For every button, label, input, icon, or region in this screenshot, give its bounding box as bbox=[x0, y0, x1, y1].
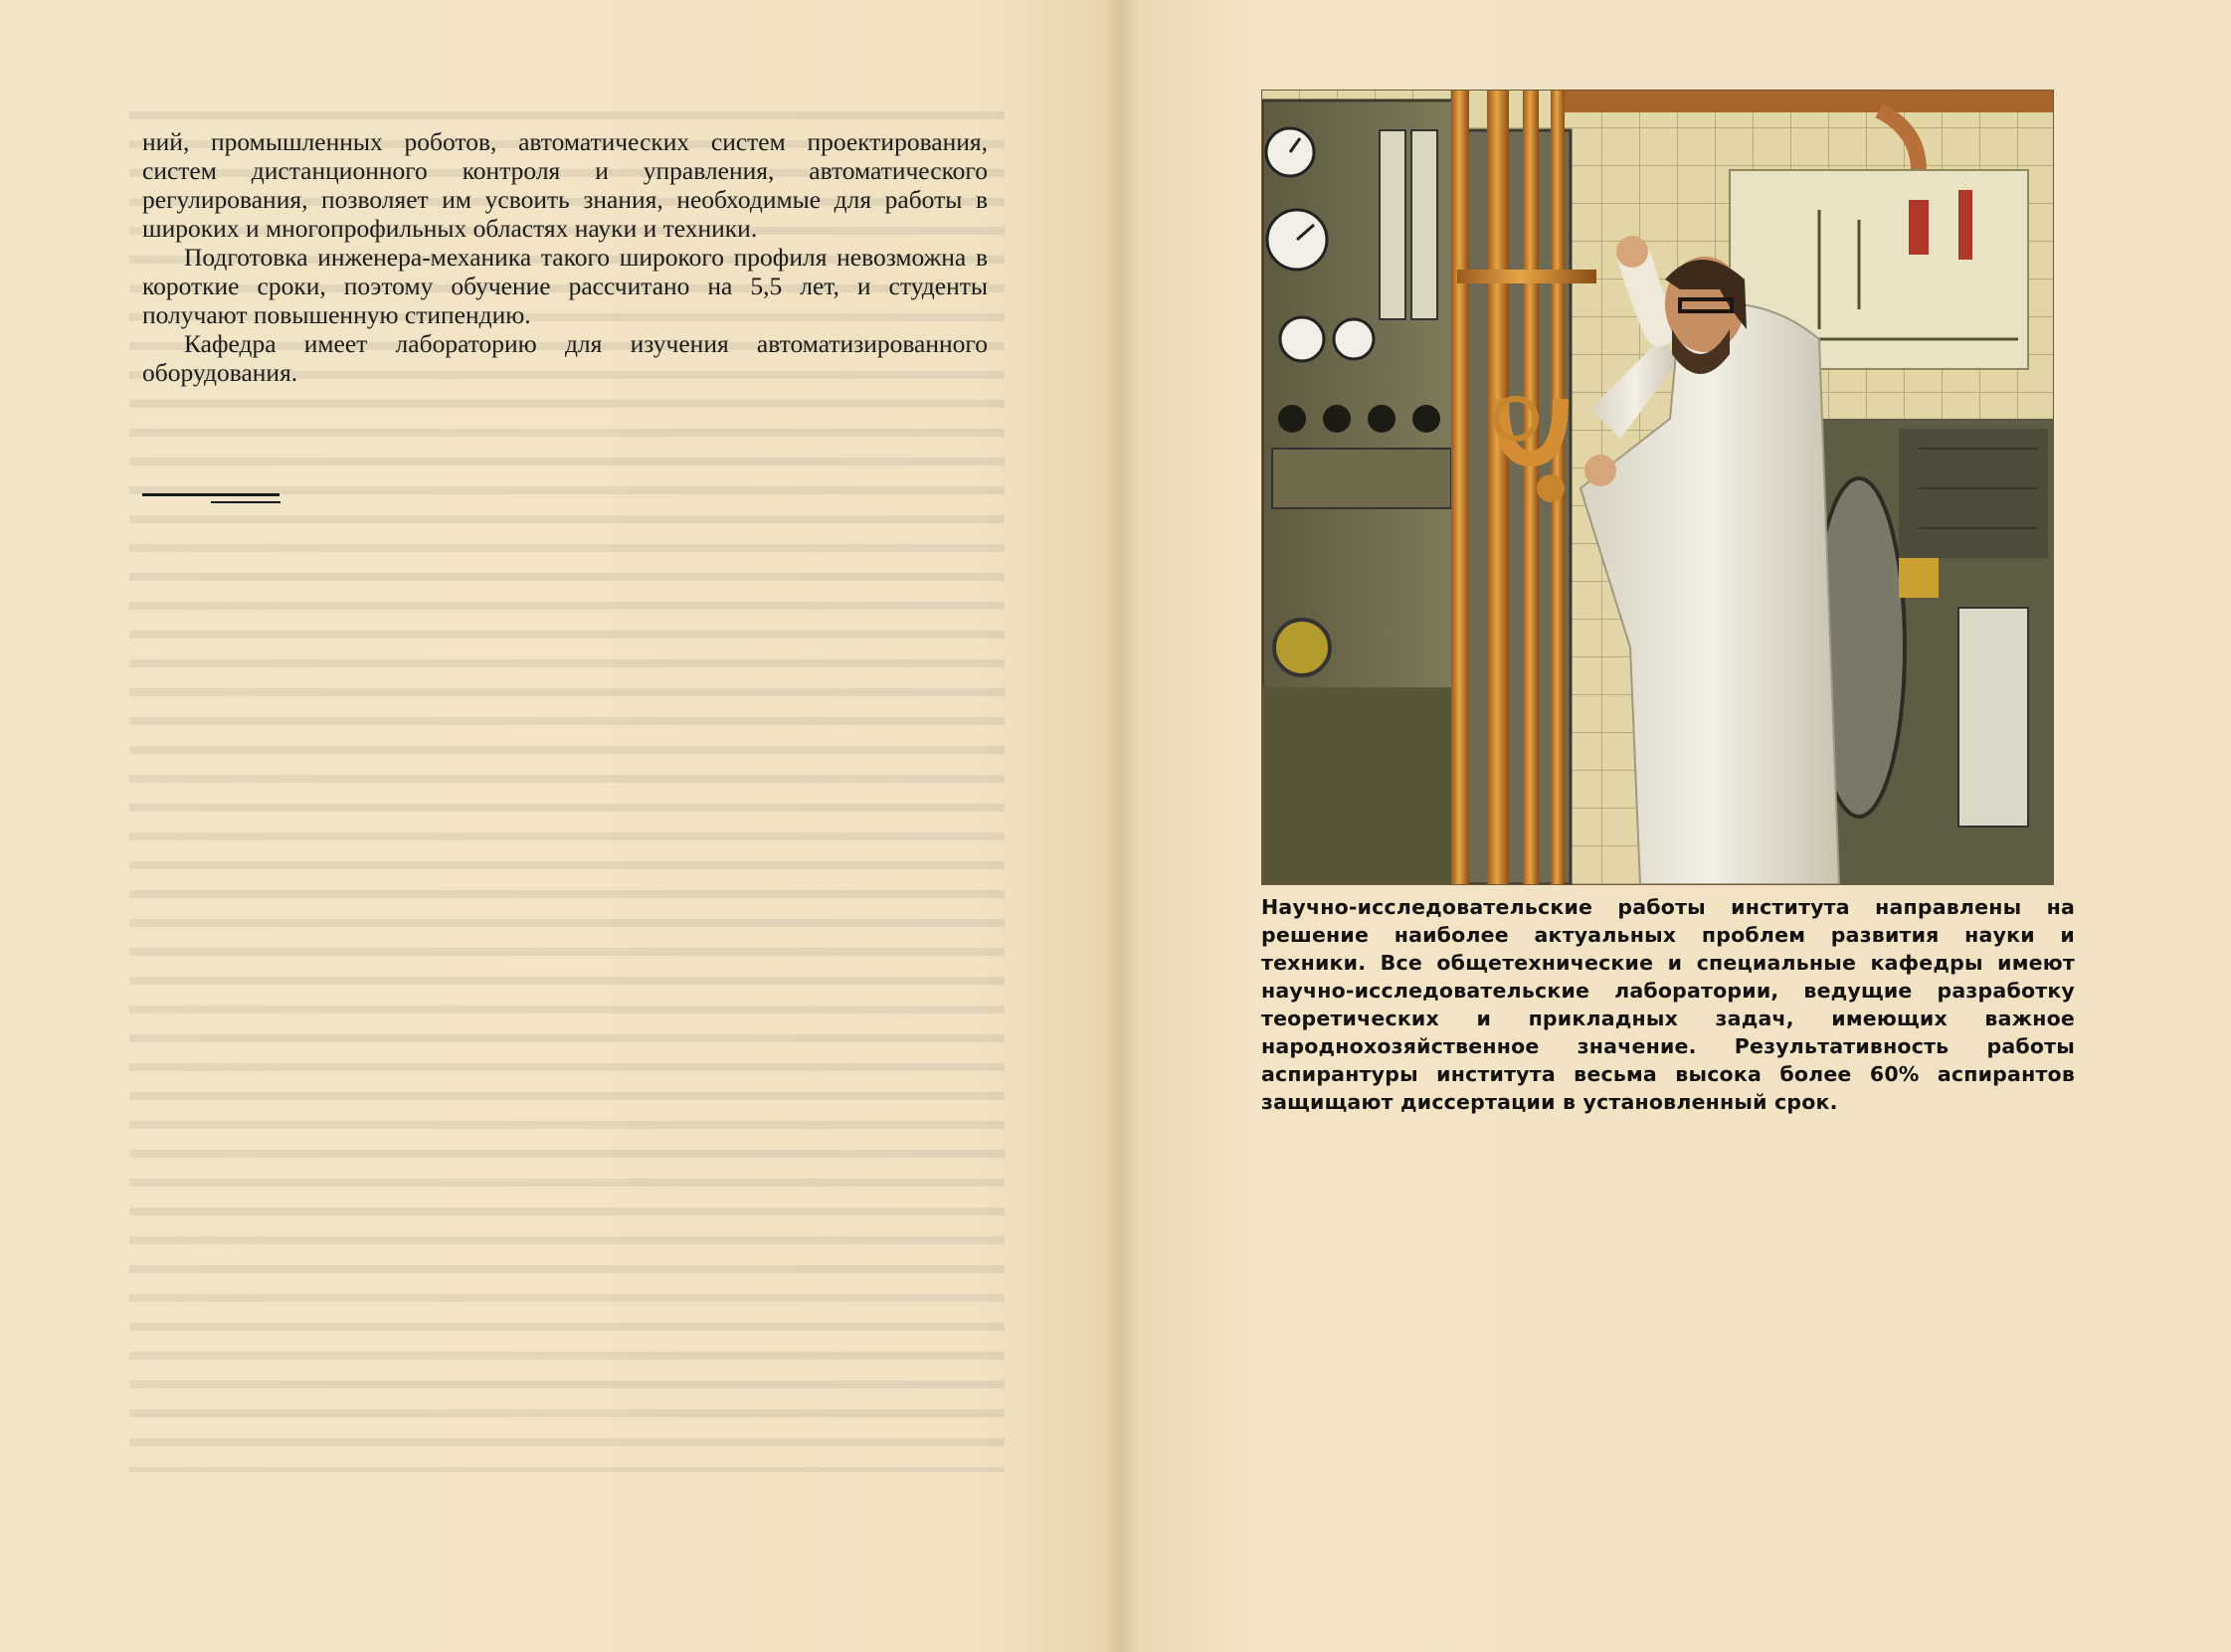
end-rule-line-offset bbox=[211, 501, 280, 503]
paragraph-training-duration: Подготовка инженера-механика такого широкого профиля невозможна в короткие сроки, поэтому обучение рассчитано на 5,5 лет, и студенты получают повышенную стипендию. bbox=[142, 243, 988, 329]
photo-caption: Научно-исследовательские работы института направлены на решение наиболее актуальных проблем развития науки и техники. Все общетехнические и специальные кафедры имеют научно-исследовательские лаборатории, ведущие разработку теоретических и прикладных задач, имеющих важное народнохозяйственное значение. Результативность работы аспирантуры института весьма высока более 60% аспирантов защищают диссертации в установленный срок. bbox=[1261, 895, 2075, 1114]
left-page-body-text bbox=[142, 127, 988, 387]
left-page bbox=[0, 0, 1114, 1652]
paragraph-continuation: ний, промышленных роботов, автоматических систем проектирования, систем дистанционного контроля и управления, автоматического регулирования, позволяет им усвоить знания, необходимые для работы в широких и многопрофильных областях науки и техники. bbox=[142, 127, 988, 243]
laboratory-photo bbox=[1261, 90, 2054, 885]
paragraph-laboratory: Кафедра имеет лабораторию для изучения автоматизированного оборудования. bbox=[142, 329, 988, 387]
end-rule-line bbox=[142, 493, 279, 496]
right-page bbox=[1116, 0, 2231, 1652]
